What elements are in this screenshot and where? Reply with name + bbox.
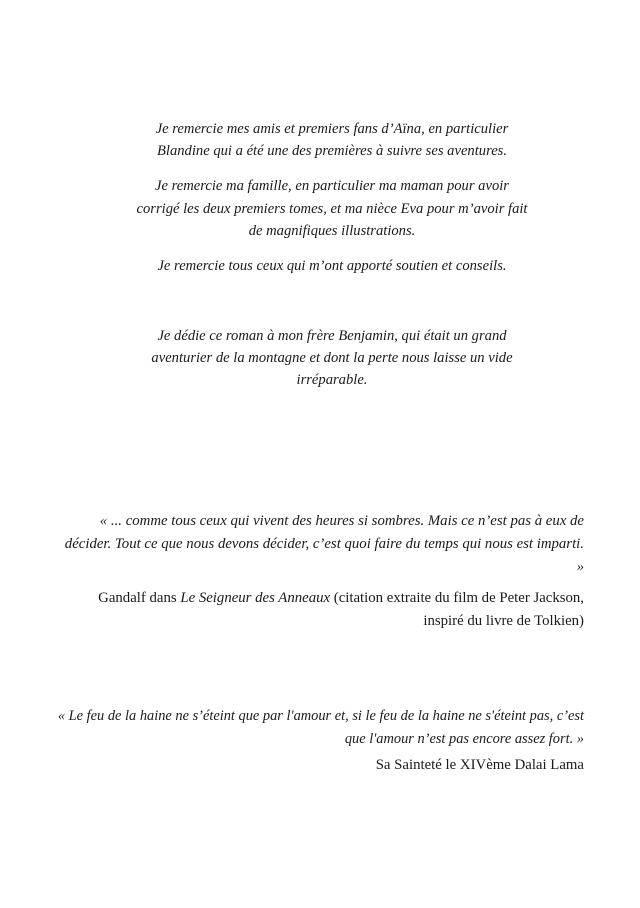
quote-attribution-work-title: Le Seigneur des Anneaux	[180, 589, 331, 606]
acknowledgement-paragraph-2: Je remercie ma famille, en particulier ma maman pour avoir corrigé les deux premiers tomes, et ma nièce Eva pour m’avoir fait de magnifiques illustrations.	[136, 178, 528, 239]
acknowledgements-section	[110, 118, 530, 392]
quote-attribution-prefix: Gandalf dans	[98, 589, 181, 606]
quotes-middle-spacer	[56, 633, 584, 705]
quote-attribution-dalai-lama: Sa Sainteté le XIVème Dalai Lama	[375, 757, 584, 774]
quotes-top-spacer	[56, 392, 584, 510]
quote-section-gandalf	[56, 510, 584, 633]
quote-section-dalai-lama	[56, 705, 584, 778]
acknowledgement-paragraph-3: Je remercie tous ceux qui m’ont apporté soutien et conseils.	[157, 257, 507, 274]
quote-text-dalai-lama: « Le feu de la haine ne s’éteint que par l'amour et, si le feu de la haine ne s'éteint pas, c’est que l'amour n’est pas encore assez fort. »	[57, 707, 584, 747]
quote-attribution-suffix: (citation extraite du film de Peter Jackson, inspiré du livre de Tolkien)	[330, 589, 584, 629]
quote-text-gandalf: « ... comme tous ceux qui vivent des heures si sombres. Mais ce n’est pas à eux de décider. Tout ce que nous devons décider, c’est quoi faire du temps qui nous est imparti. »	[64, 512, 584, 575]
dedication-paragraph: Je dédie ce roman à mon frère Benjamin, qui était un grand aventurier de la montagne et dont la perte nous laisse un vide irréparable.	[151, 328, 513, 389]
quote-attribution-gandalf	[56, 587, 584, 633]
acknowledgement-paragraph-1: Je remercie mes amis et premiers fans d’Aïna, en particulier Blandine qui a été une des premières à suivre ses aventures.	[155, 121, 509, 160]
acknowledgement-dedication-gap	[134, 291, 530, 325]
